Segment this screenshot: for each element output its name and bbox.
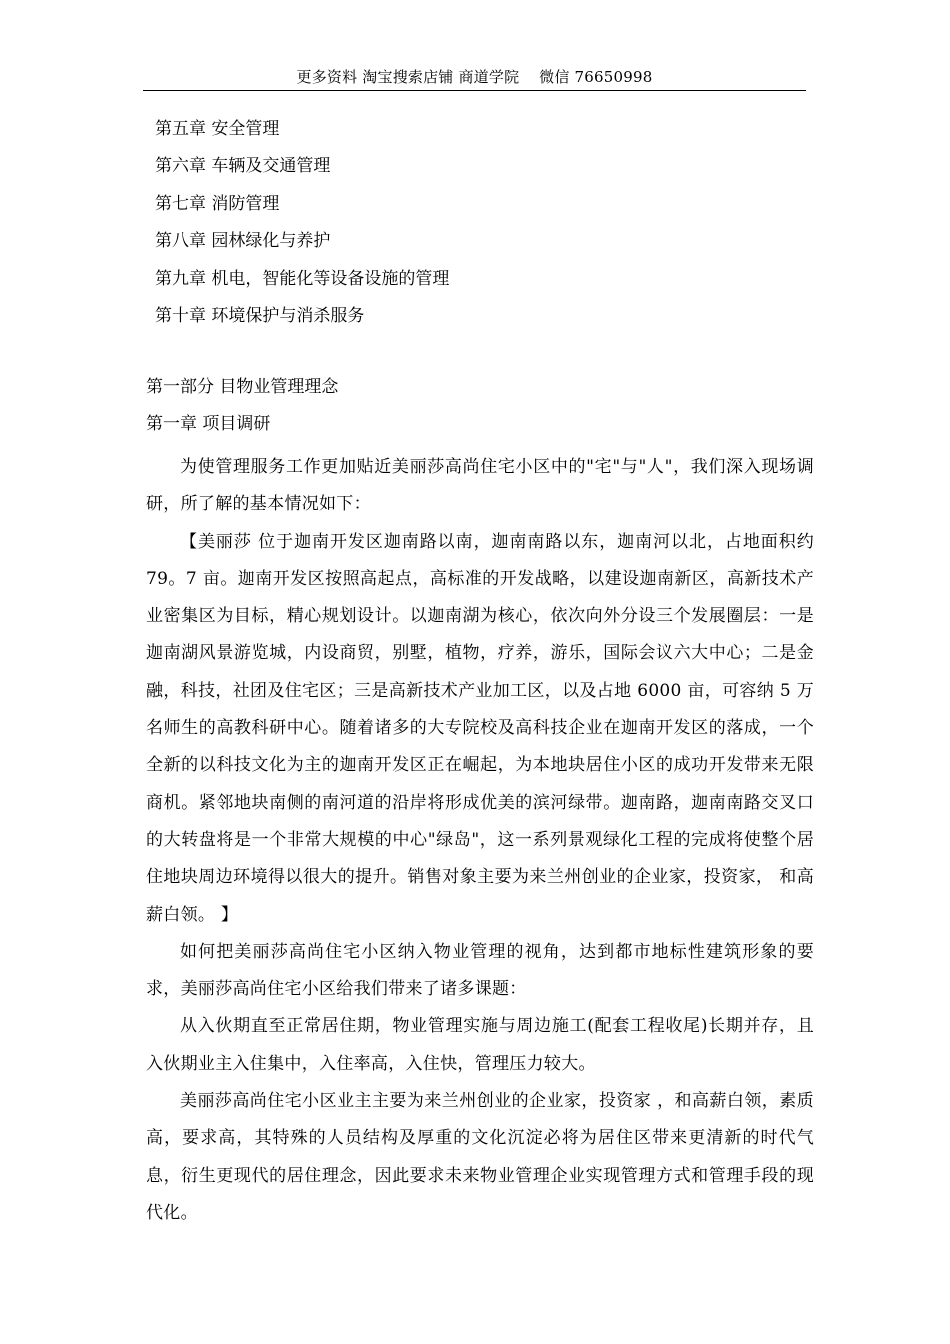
toc-item-chapter-9: 第九章 机电，智能化等设备设施的管理 [155,268,450,289]
header-text: 更多资料 淘宝搜索店铺 商道学院 微信 76650998 [296,68,653,86]
chapter-title: 第一章 项目调研 [146,414,271,434]
toc-item-chapter-6: 第六章 车辆及交通管理 [155,156,331,177]
part-title: 第一部分 目物业管理理念 [146,377,339,397]
toc-item-chapter-5: 第五章 安全管理 [155,119,280,139]
table-of-contents [155,111,755,335]
paragraph-issues: 如何把美丽莎高尚住宅小区纳入物业管理的视角，达到都市地标性建筑形象的要求，美丽莎高尚住宅小区给我们带来了诸多课题： [146,941,814,1000]
document-body [146,449,814,1232]
page-header [143,66,806,91]
paragraph-intro: 为使管理服务工作更加贴近美丽莎高尚住宅小区中的"宅"与"人"，我们深入现场调研，所了解的基本情况如下： [146,457,814,515]
toc-item-chapter-7: 第七章 消防管理 [155,193,280,214]
paragraph-site-description: 【美丽莎 位于迦南开发区迦南路以南，迦南南路以东，迦南河以北，占地面积约 79。7 亩。迦南开发区按照高起点，高标准的开发战略，以建设迦南新区，高新技术产业密集区为目标，精心规划设计。以迦南湖为核心，依次向外分设三个发展圈层：一是迦南湖风景游览城，内设商贸，别墅，植物，疗养，游乐，国际会议六大中心；二是金融，科技，社团及住宅区；三是高新技术产业加工区，以及占地 6000 亩，可容纳 5 万名师生的高教科研中心。随着诸多的大专院校及高科技企业在迦南开发区的落成，一个全新的以科技文化为主的迦南开发区正在崛起，为本地块居住小区的成功开发带来无限商机。紧邻地块南侧的南河道的沿岸将形成优美的滨河绿带。迦南路，迦南南路交叉口的大转盘将是一个非常大规模的中心"绿岛"，这一系列景观绿化工程的完成将使整个居住地块周边环境得以很大的提升。销售对象主要为来兰州创业的企业家，投资家， 和高薪白领。 】 [146,531,814,925]
paragraph-move-in: 从入伙期直至正常居住期，物业管理实施与周边施工(配套工程收尾)长期并存，且入伙期业主入住集中，入住率高，入住快，管理压力较大。 [146,1016,814,1074]
toc-item-chapter-10: 第十章 环境保护与消杀服务 [155,305,365,326]
paragraph-owners: 美丽莎高尚住宅小区业主主要为来兰州创业的企业家，投资家 ，和高薪白领，素质高，要求高，其特殊的人员结构及厚重的文化沉淀必将为居住区带来更清新的时代气息，衍生更现代的居住理念，因此要求未来物业管理企业实现管理方式和管理手段的现代化。 [146,1091,814,1223]
toc-item-chapter-8: 第八章 园林绿化与养护 [155,231,331,252]
